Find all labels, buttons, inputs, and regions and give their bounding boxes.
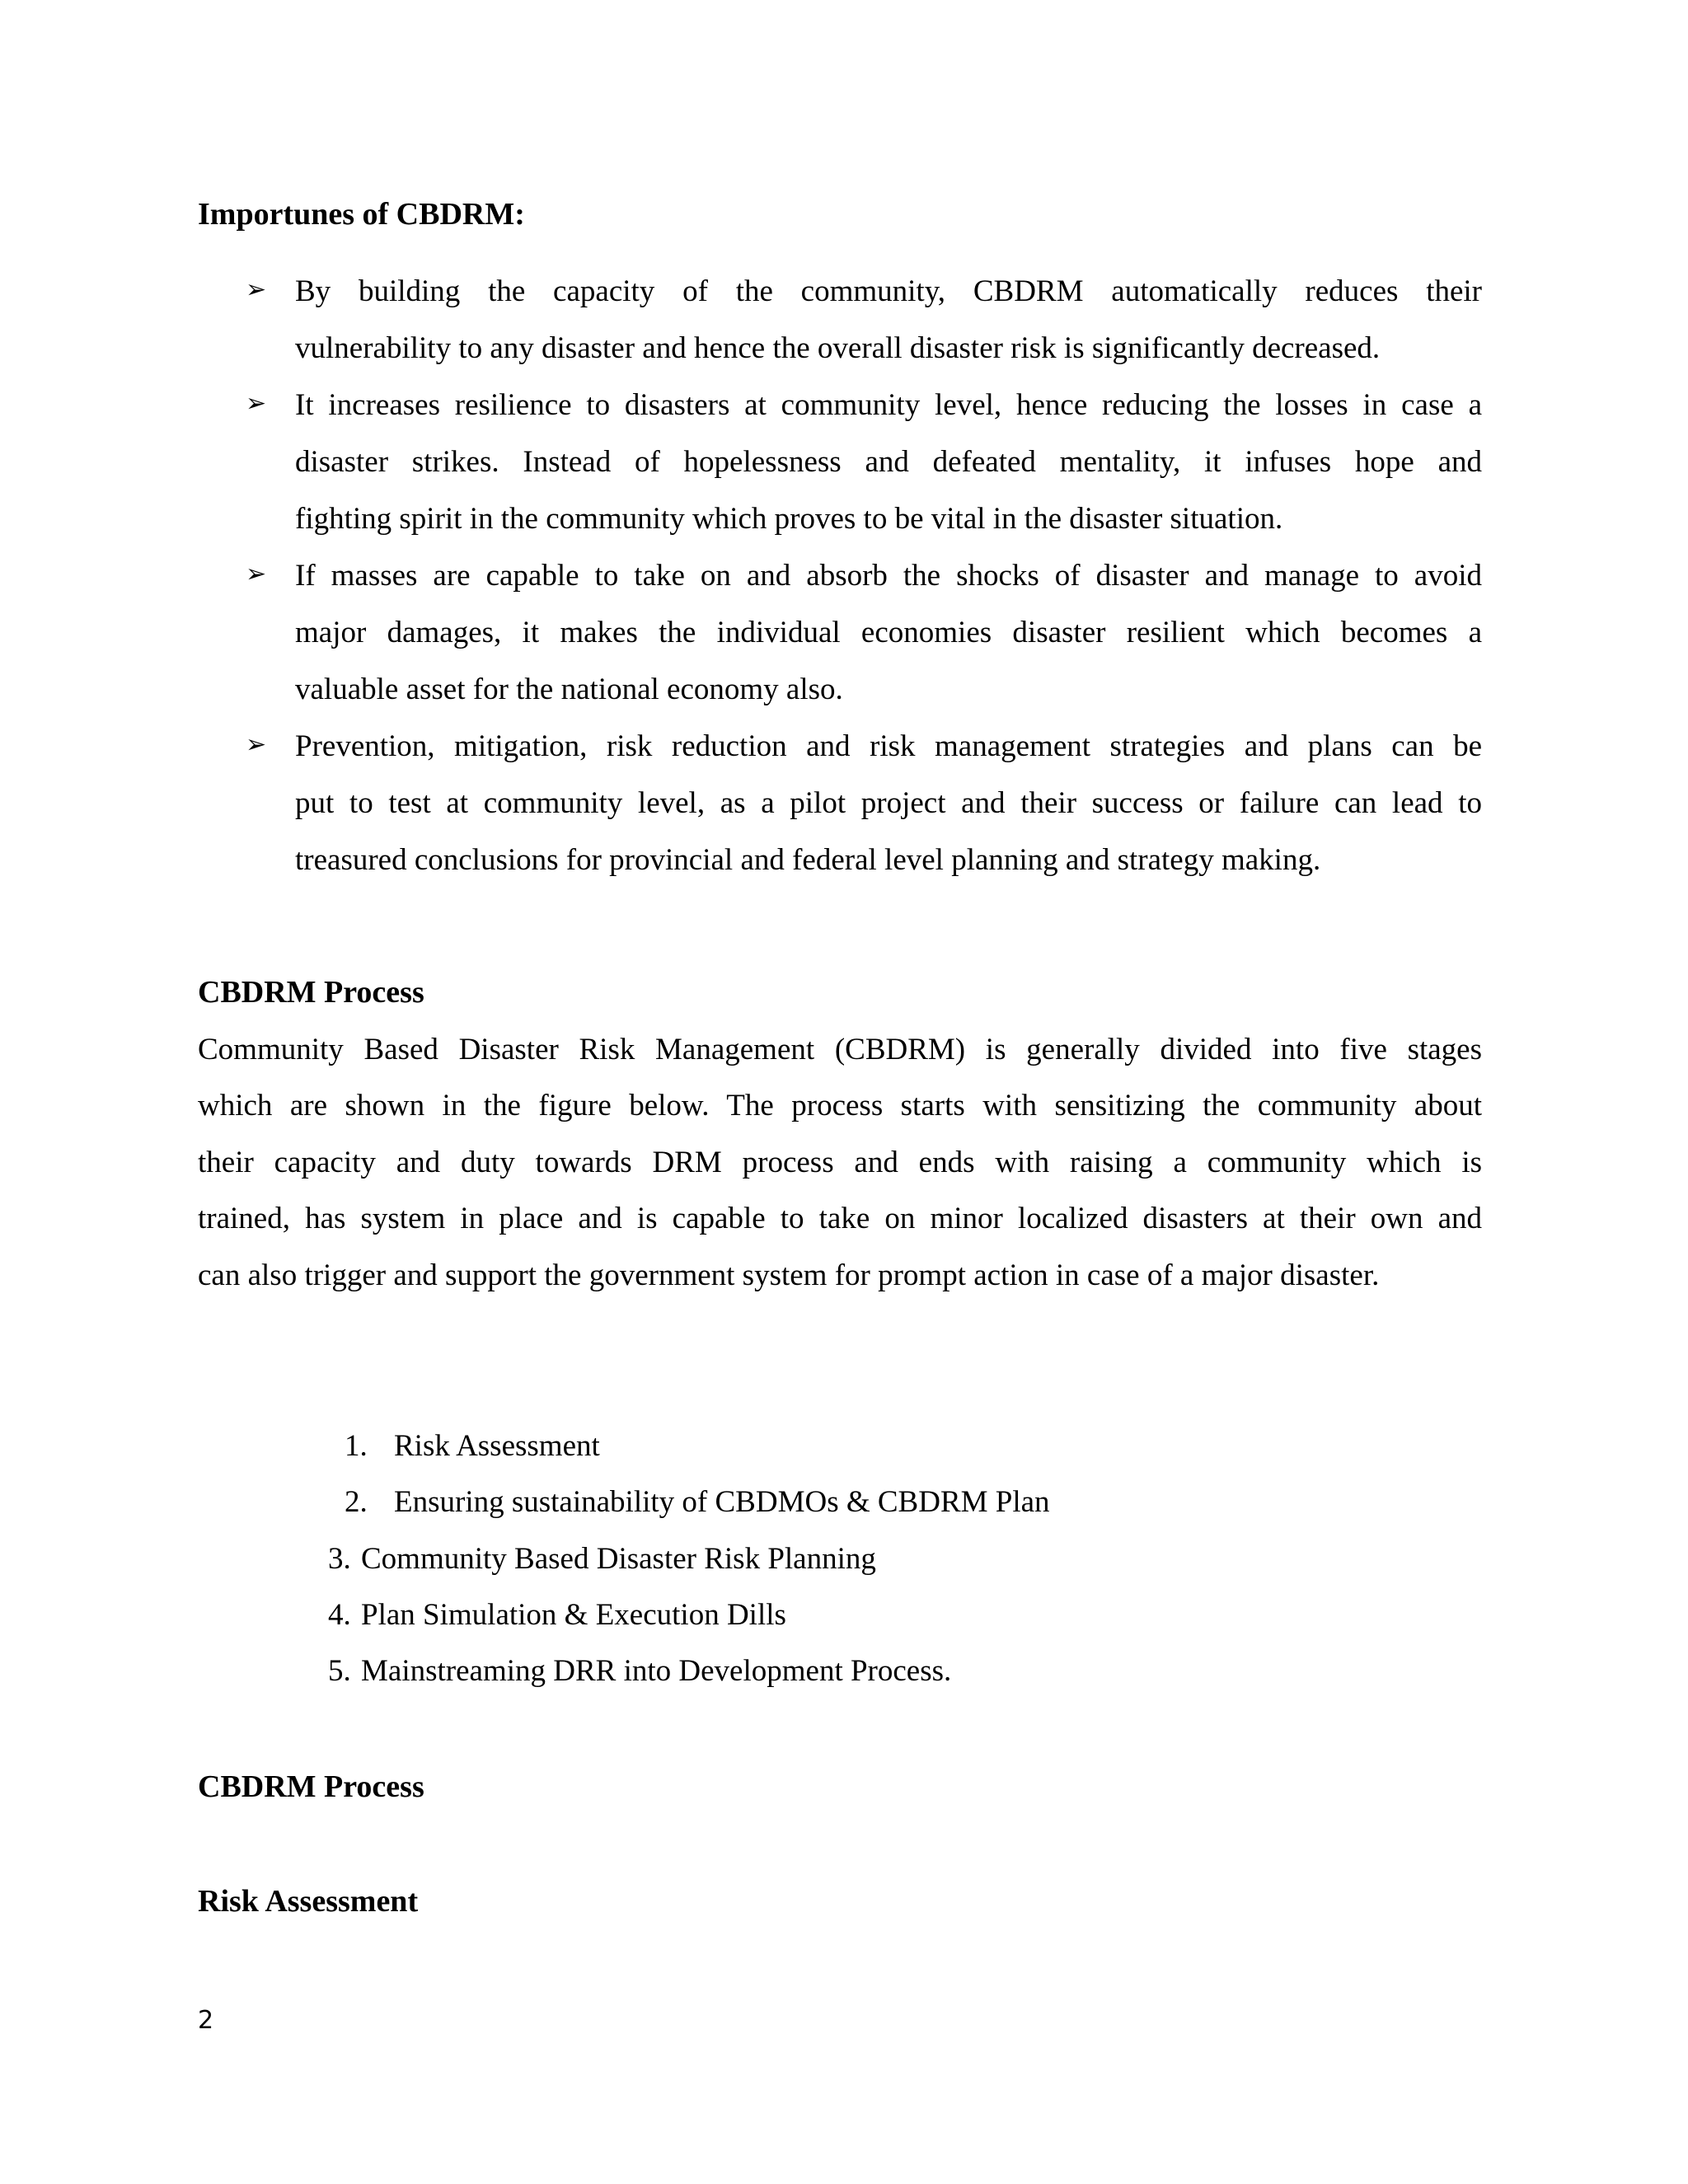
- paragraph-line: can also trigger and support the government system for prompt action in case of a major disaster.: [198, 1258, 1380, 1292]
- bullet-text-line: It increases resilience to disasters at community level, hence reducing the losses in case a: [295, 388, 1482, 422]
- stage-number: 2.: [345, 1485, 368, 1519]
- stage-text: Plan Simulation & Execution Dills: [361, 1598, 786, 1632]
- bullet-arrow-icon: ➢: [246, 389, 267, 418]
- stage-number: 4.: [328, 1598, 351, 1632]
- bullet-text-line: Prevention, mitigation, risk reduction and risk management strategies and plans can be: [295, 729, 1482, 763]
- stage-text: Community Based Disaster Risk Planning: [361, 1542, 876, 1576]
- paragraph-line: Community Based Disaster Risk Management (CBDRM) is generally divided into five stages: [198, 1033, 1482, 1066]
- bullet-text-line: By building the capacity of the community, CBDRM automatically reduces their: [295, 274, 1482, 308]
- bullet-text-line: vulnerability to any disaster and hence the overall disaster risk is significantly decreased.: [295, 331, 1381, 365]
- bullet-text-line: valuable asset for the national economy also.: [295, 673, 843, 706]
- page-number: 2: [198, 2006, 214, 2035]
- section-heading-process: CBDRM Process: [198, 975, 424, 1010]
- paragraph-line: trained, has system in place and is capable to take on minor localized disasters at their own and: [198, 1202, 1482, 1235]
- section-heading-importance: Importunes of CBDRM:: [198, 197, 525, 232]
- stage-number: 5.: [328, 1654, 351, 1688]
- stage-text: Mainstreaming DRR into Development Process.: [361, 1654, 952, 1688]
- bullet-text-line: put to test at community level, as a pilot project and their success or failure can lead to: [295, 786, 1482, 820]
- paragraph-line: which are shown in the figure below. The process starts with sensitizing the community about: [198, 1089, 1482, 1122]
- stage-text: Ensuring sustainability of CBDMOs & CBDRM Plan: [394, 1485, 1050, 1519]
- stage-number: 3.: [328, 1542, 351, 1576]
- bullet-arrow-icon: ➢: [246, 730, 267, 759]
- bullet-arrow-icon: ➢: [246, 560, 267, 588]
- bullet-text-line: major damages, it makes the individual economies disaster resilient which becomes a: [295, 616, 1482, 649]
- stage-text: Risk Assessment: [394, 1429, 600, 1463]
- bullet-text-line: If masses are capable to take on and absorb the shocks of disaster and manage to avoid: [295, 559, 1482, 593]
- bullet-text-line: disaster strikes. Instead of hopelessness and defeated mentality, it infuses hope and: [295, 445, 1482, 479]
- bullet-text-line: fighting spirit in the community which proves to be vital in the disaster situation.: [295, 502, 1283, 536]
- section-heading-risk-assessment: Risk Assessment: [198, 1884, 419, 1919]
- bullet-arrow-icon: ➢: [246, 275, 267, 304]
- section-heading-process-2: CBDRM Process: [198, 1769, 424, 1804]
- stage-number: 1.: [345, 1429, 368, 1463]
- paragraph-line: their capacity and duty towards DRM process and ends with raising a community which is: [198, 1146, 1482, 1179]
- bullet-text-line: treasured conclusions for provincial and federal level planning and strategy making.: [295, 843, 1321, 877]
